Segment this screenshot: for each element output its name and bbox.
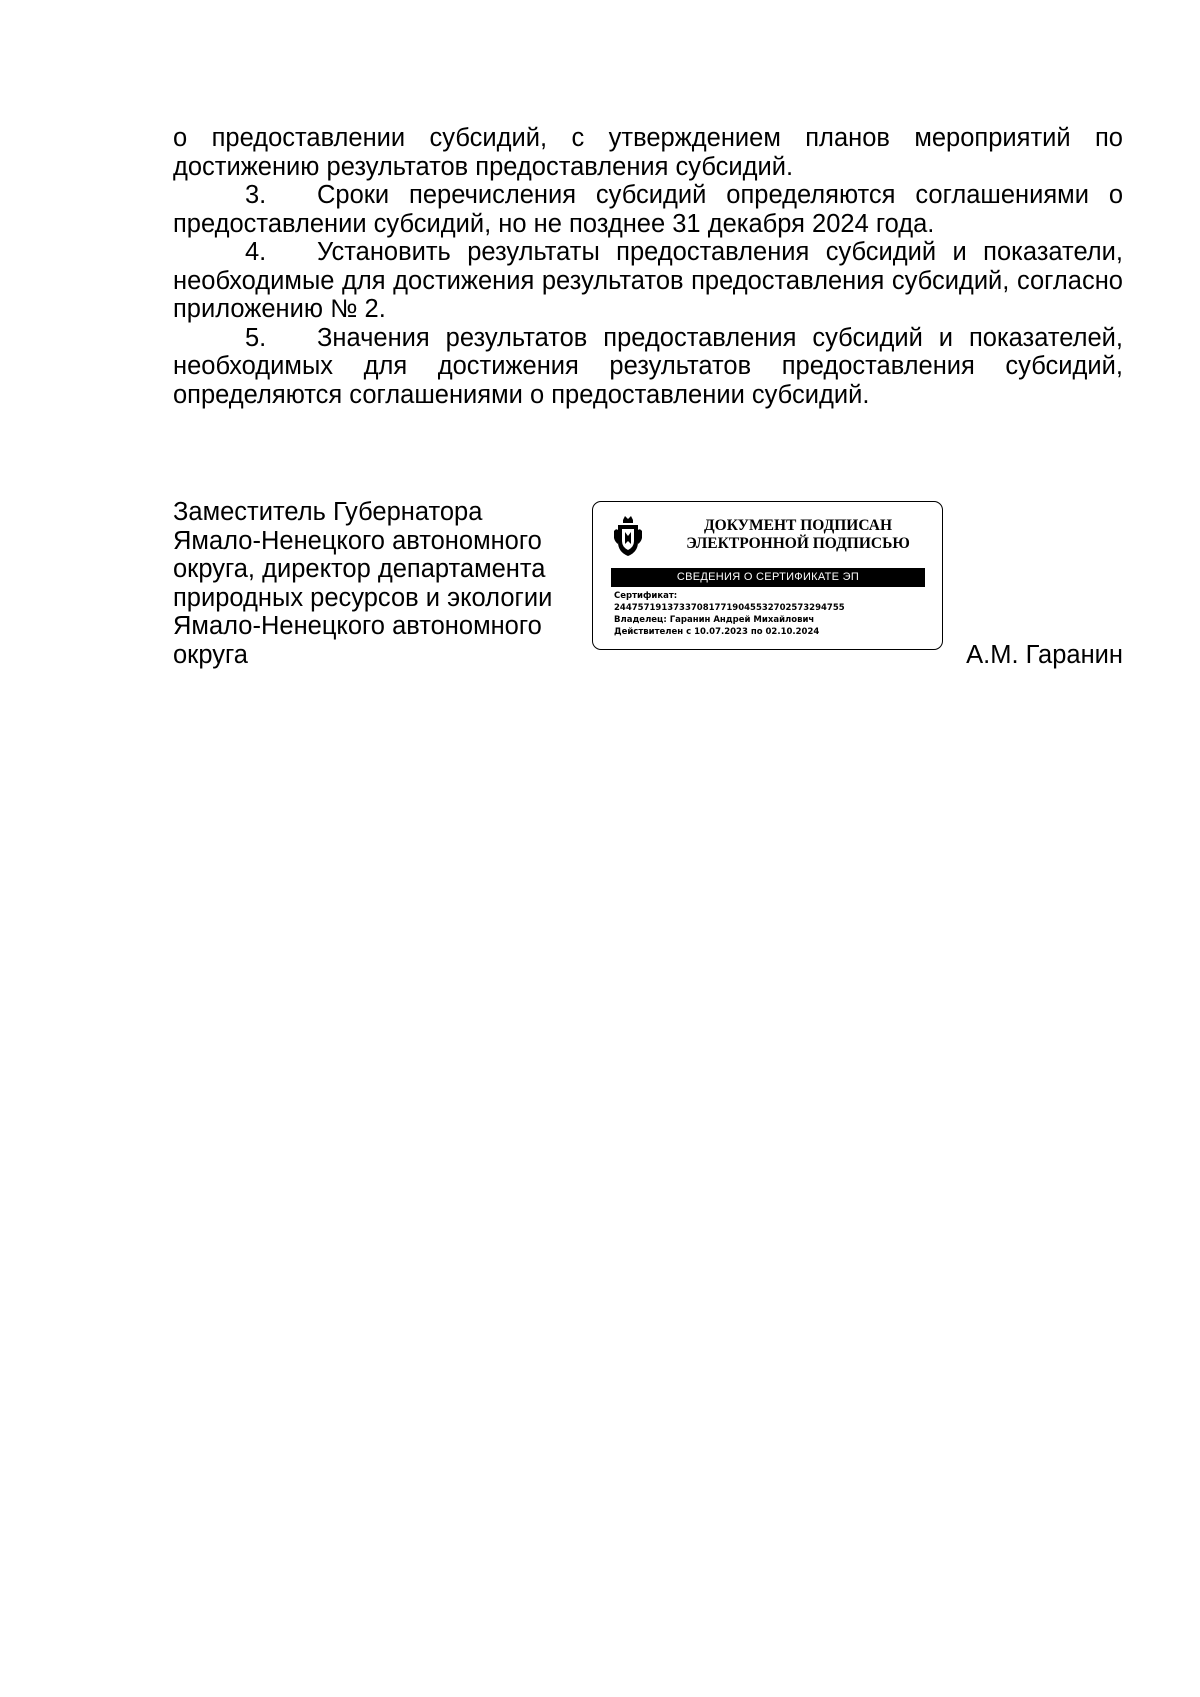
coat-of-arms-icon <box>613 514 643 558</box>
paragraph-text: Значения результатов предоставления субсидий и показателей, необходимых для достижения результатов предоставления субсидий, определяются соглашениями о предоставлении субсидий. <box>173 323 1123 409</box>
paragraph-number: 5. <box>245 323 267 352</box>
certificate-validity: Действителен с 10.07.2023 по 02.10.2024 <box>614 627 820 637</box>
certificate-info-header: СВЕДЕНИЯ О СЕРТИФИКАТЕ ЭП <box>611 568 925 587</box>
certificate-owner: Владелец: Гаранин Андрей Михайлович <box>614 615 815 625</box>
document-body <box>173 124 1123 409</box>
certificate-label: Сертификат: <box>614 591 678 601</box>
signer-name: А.М. Гаранин <box>966 641 1123 669</box>
electronic-signature-stamp <box>592 501 943 650</box>
paragraph-text: Установить результаты предоставления субсидий и показатели, необходимые для достижения результатов предоставления субсидий, согласно приложению № 2. <box>173 238 1123 323</box>
signer-position: Заместитель Губернатора Ямало-Ненецкого автономного округа, директор департамента природных ресурсов и экологии Ямало-Ненецкого автономного округа <box>173 498 553 669</box>
paragraph-text: Сроки перечисления субсидий определяются соглашениями о предоставлении субсидий, но не позднее 31 декабря 2024 года. <box>173 181 1123 238</box>
paragraph-number: 3. <box>245 181 267 209</box>
paragraph-number: 4. <box>245 238 267 266</box>
certificate-info <box>614 590 845 638</box>
certificate-number: 244757191373370817719045532702573294755 <box>614 603 845 613</box>
stamp-title: ДОКУМЕНТ ПОДПИСАН ЭЛЕКТРОННОЙ ПОДПИСЬЮ <box>686 517 910 552</box>
numbered-paragraph-4 <box>173 238 1123 324</box>
numbered-paragraph-5 <box>173 324 1123 410</box>
paragraph-continuation: о предоставлении субсидий, с утверждением планов мероприятий по достижению результатов предоставления субсидий. <box>173 124 1123 181</box>
numbered-paragraph-3 <box>173 181 1123 238</box>
